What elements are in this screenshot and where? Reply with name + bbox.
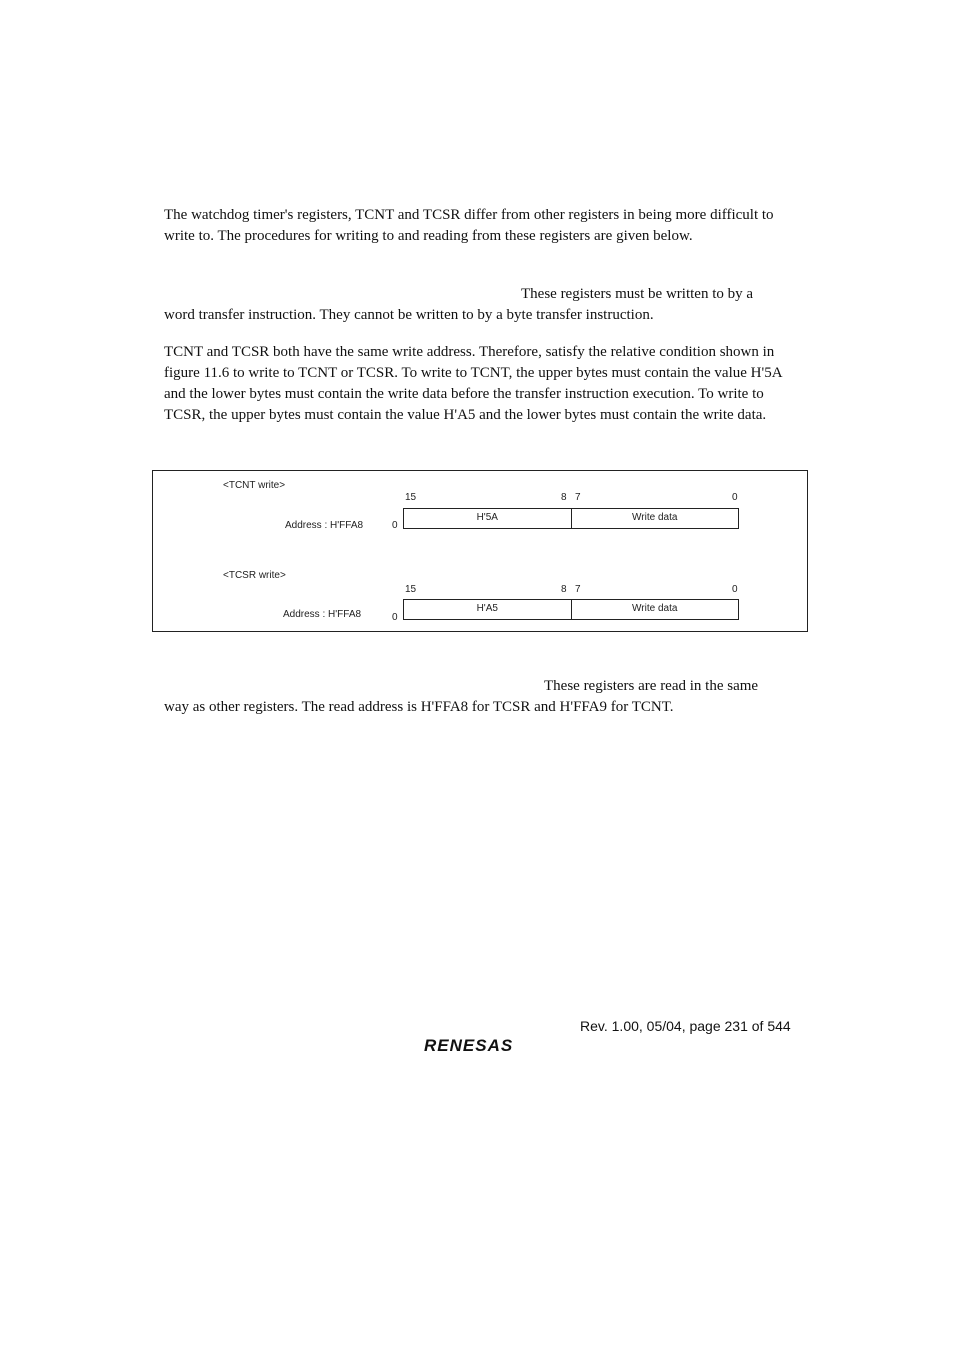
- tcnt-address-bit: 0: [392, 520, 398, 531]
- tcnt-write-title: <TCNT write>: [223, 480, 286, 491]
- tcsr-upper-byte: H'A5: [476, 603, 498, 614]
- tcsr-register-box: [403, 599, 739, 620]
- tcsr-bit15: 15: [405, 584, 417, 595]
- tcsr-write-title: <TCSR write>: [223, 570, 286, 581]
- intro-paragraph: The watchdog timer's registers, TCNT and TCSR differ from other registers in being more difficult to write to. The procedures for writing to and reading from these registers are given below.: [164, 207, 774, 244]
- tcnt-bit8: 8: [561, 492, 567, 503]
- write-address-paragraph: TCNT and TCSR both have the same write address. Therefore, satisfy the relative condition shown in figure 11.6 to write to TCNT or TCSR. To write to TCNT, the upper bytes must contain the value H'5A and the lower bytes must contain the write data before the transfer instruction execution. To write to TCSR, the upper bytes must contain the value H'A5 and the lower bytes must contain the write data.: [164, 344, 782, 423]
- page-footer-revision: Rev. 1.00, 05/04, page 231 of 544: [580, 1018, 791, 1034]
- tcsr-address: Address : H'FFA8: [283, 609, 362, 620]
- tcnt-upper-byte: H'5A: [476, 512, 498, 523]
- write-paragraph-line1: These registers must be written to by a: [521, 286, 754, 302]
- read-paragraph: [164, 676, 804, 718]
- tcnt-bit7: 7: [575, 492, 581, 503]
- tcsr-bit7: 7: [575, 584, 581, 595]
- tcsr-bit0: 0: [732, 584, 738, 595]
- tcnt-lower-byte: Write data: [571, 509, 739, 528]
- write-paragraph: [164, 284, 804, 326]
- tcnt-bit15: 15: [405, 492, 417, 503]
- register-write-figure: [152, 470, 808, 632]
- tcnt-register-box: [403, 508, 739, 529]
- write-paragraph-line2: word transfer instruction. They cannot be written to by a byte transfer instruction.: [164, 307, 654, 323]
- read-paragraph-line1: These registers are read in the same: [544, 678, 759, 694]
- tcsr-bit8: 8: [561, 584, 567, 595]
- renesas-logo: RENESAS: [424, 1036, 514, 1055]
- tcsr-lower-byte: Write data: [571, 600, 739, 619]
- read-paragraph-line2: way as other registers. The read address is H'FFA8 for TCSR and H'FFA9 for TCNT.: [164, 699, 674, 715]
- tcnt-bit0: 0: [732, 492, 738, 503]
- tcsr-address-bit: 0: [392, 612, 398, 623]
- tcnt-address: Address : H'FFA8: [285, 520, 364, 531]
